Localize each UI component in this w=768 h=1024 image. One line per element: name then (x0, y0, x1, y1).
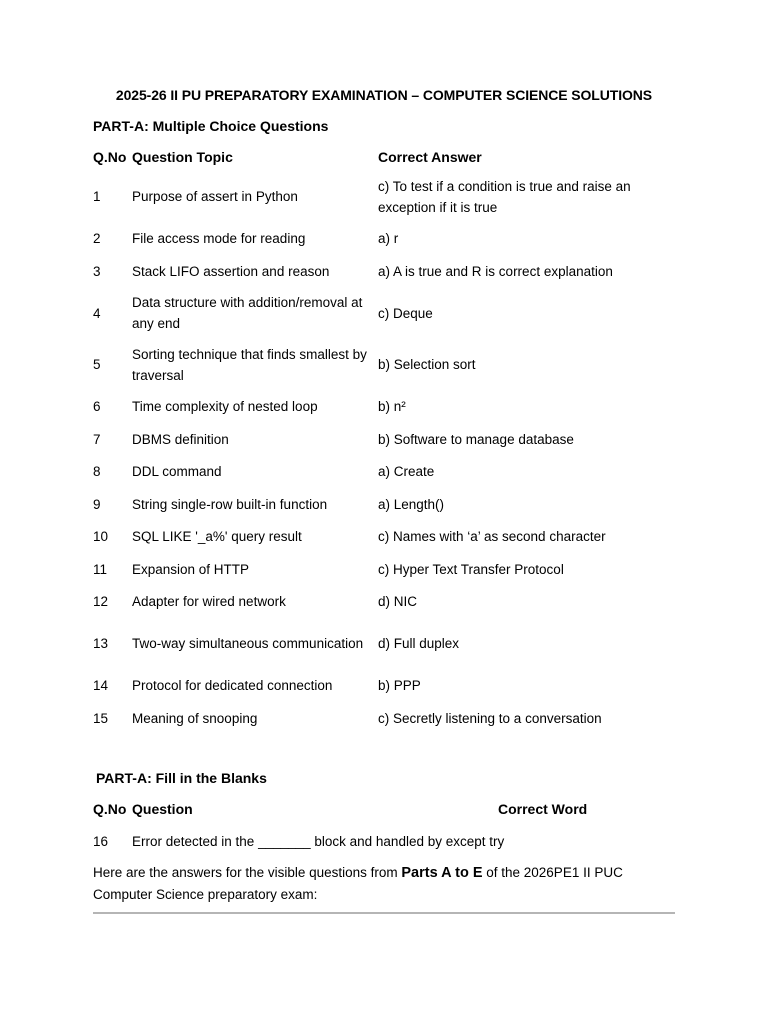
mcq-correct-answer: c) Hyper Text Transfer Protocol (378, 561, 564, 577)
mcq-qno: 5 (93, 357, 101, 372)
mcq-qno: 12 (93, 594, 109, 609)
table-row (93, 623, 673, 664)
mcq-correct-answer: c) Deque (378, 305, 433, 321)
mcq-qno: 14 (93, 678, 109, 693)
mcq-correct-answer: b) Software to manage database (378, 431, 574, 447)
mcq-correct-answer: d) NIC (378, 594, 418, 609)
table-row (93, 344, 673, 385)
mcq-question-topic: Meaning of snooping (132, 710, 258, 726)
mcq-qno: 8 (93, 464, 101, 479)
document-title: 2025-26 II PU PREPARATORY EXAMINATION – COMPUTER SCIENCE SOLUTIONS (115, 87, 653, 103)
mcq-answer-table (93, 176, 673, 740)
mcq-correct-answer: b) PPP (378, 678, 421, 693)
table-row (93, 461, 673, 483)
fib-qno: 16 (93, 834, 109, 849)
table-row (93, 293, 673, 334)
mcq-question-topic: Sorting technique that finds smallest by traversal (132, 346, 367, 383)
mcq-qno: 2 (93, 231, 101, 246)
mcq-question-topic: Purpose of assert in Python (132, 189, 298, 204)
table-row (93, 707, 673, 729)
mcq-qno: 1 (93, 189, 101, 204)
mcq-correct-answer: d) Full duplex (378, 636, 460, 651)
table-row (93, 396, 673, 418)
mcq-correct-answer: a) Create (378, 464, 435, 479)
mcq-question-topic: Data structure with addition/removal at any end (132, 295, 363, 331)
mcq-qno: 7 (93, 431, 101, 447)
mcq-qno: 15 (93, 710, 109, 726)
mcq-correct-answer: b) n² (378, 399, 406, 414)
intro-text-after: of the 2026PE1 II PUC Computer Science preparatory exam: (93, 865, 623, 902)
mcq-question-topic: SQL LIKE '_a%' query result (132, 529, 302, 544)
fib-question: Error detected in the _______ block and handled by except try (132, 834, 505, 849)
table-row (93, 493, 673, 515)
table-row (93, 176, 673, 217)
mcq-correct-answer: a) Length() (378, 496, 445, 512)
table-row (93, 260, 673, 282)
fib-header-qno: Q.No (93, 801, 127, 817)
mcq-question-topic: DDL command (132, 464, 222, 479)
mcq-section-heading: PART-A: Multiple Choice Questions (93, 118, 329, 134)
mcq-question-topic: Expansion of HTTP (132, 561, 250, 577)
horizontal-rule (93, 912, 675, 914)
mcq-correct-answer: c) Names with ‘a’ as second character (378, 529, 606, 544)
mcq-question-topic: Adapter for wired network (132, 594, 286, 609)
mcq-qno: 10 (93, 529, 109, 544)
mcq-header-topic: Question Topic (132, 149, 233, 165)
mcq-correct-answer: c) Secretly listening to a conversation (378, 710, 602, 726)
table-row (93, 675, 673, 697)
mcq-qno: 11 (93, 561, 108, 577)
table-row (93, 591, 673, 613)
fib-header-correct-word: Correct Word (498, 801, 588, 817)
mcq-question-topic: Protocol for dedicated connection (132, 678, 333, 693)
table-row (93, 526, 673, 548)
mcq-qno: 4 (93, 305, 101, 321)
mcq-correct-answer: a) A is true and R is correct explanation (378, 263, 613, 279)
mcq-correct-answer: a) r (378, 231, 399, 246)
mcq-question-topic: Stack LIFO assertion and reason (132, 263, 330, 279)
mcq-header-answer: Correct Answer (378, 149, 482, 165)
mcq-question-topic: File access mode for reading (132, 231, 306, 246)
mcq-header-qno: Q.No (93, 149, 127, 165)
intro-text-bold: Parts A to E (401, 865, 483, 881)
mcq-question-topic: Time complexity of nested loop (132, 399, 318, 414)
intro-paragraph (93, 862, 673, 905)
mcq-qno: 3 (93, 263, 101, 279)
intro-text-before: Here are the answers for the visible questions from (93, 865, 402, 880)
table-row (93, 558, 673, 580)
fib-section-heading: PART-A: Fill in the Blanks (96, 770, 267, 786)
mcq-qno: 6 (93, 399, 101, 414)
mcq-qno: 13 (93, 636, 109, 651)
mcq-question-topic: DBMS definition (132, 431, 229, 447)
mcq-question-topic: String single-row built-in function (132, 496, 328, 512)
fib-row (93, 831, 673, 852)
table-row (93, 428, 673, 450)
table-row (93, 228, 673, 250)
mcq-qno: 9 (93, 496, 101, 512)
mcq-correct-answer: b) Selection sort (378, 357, 476, 372)
fib-header-question: Question (132, 801, 193, 817)
mcq-correct-answer: c) To test if a condition is true and raise an exception if it is true (378, 178, 631, 215)
mcq-question-topic: Two-way simultaneous communication (132, 636, 364, 651)
